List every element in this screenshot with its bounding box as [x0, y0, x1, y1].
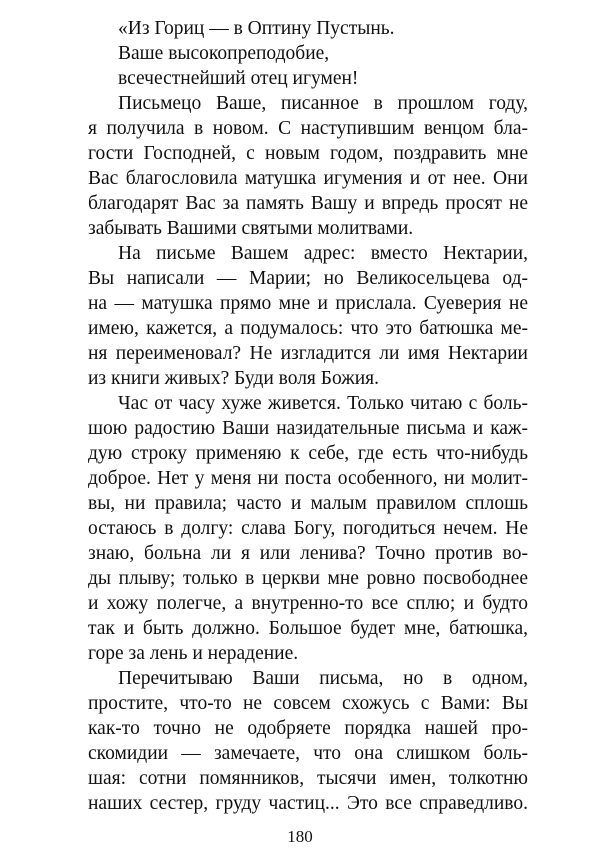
text-line: как-то точно не одобряете порядка нашей про-	[88, 718, 528, 739]
text-line: «Из Гориц — в Оптину Пустынь.	[118, 18, 395, 39]
text-line: на — матушка прямо мне и прислала. Суеверия не	[88, 293, 528, 314]
text-line: Вы написали — Марии; но Великосельцева од-	[88, 268, 528, 289]
text-line: имею, кажется, а подумалось: что это батюшка ме-	[88, 318, 528, 339]
text-line: шою радостию Ваши назидательные письма и каж-	[88, 418, 528, 439]
text-line: и хожу полегче, а внутренно-то все сплю; и будто	[88, 593, 528, 614]
text-line: Ваше высокопреподобие,	[118, 43, 330, 64]
text-line: ня переименовал? Не изгладится ли имя Нектарии	[88, 343, 528, 364]
text-line: знаю, больна ли я или ленива? Точно против во-	[88, 543, 528, 564]
text-line: всечестнейший отец игумен!	[118, 68, 359, 89]
text-line: скомидии — замечаете, что она слишком боль-	[88, 743, 528, 764]
page-number: 180	[287, 827, 313, 846]
text-line: я получила в новом. С наступившим венцом бла-	[88, 118, 528, 139]
text-line: вы, ни правила; часто и малым правилом сплошь	[88, 493, 528, 514]
text-line: Вас благословила матушка игумения и от нее. Они	[88, 168, 528, 189]
text-line: наших сестер, груду частиц... Это все справедливо.	[88, 793, 528, 814]
text-line: Час от часу хуже живется. Только читаю с боль-	[118, 393, 528, 414]
text-line: доброе. Нет у меня ни поста особенного, ни молит-	[88, 468, 528, 489]
text-line: шая: сотни помянников, тысячи имен, толкотню	[88, 768, 528, 789]
text-line: На письме Вашем адрес: вместо Нектарии,	[118, 243, 528, 264]
text-line: из книги живых? Буди воля Божия.	[88, 368, 379, 389]
text-line: благодарят Вас за память Вашу и впредь просят не	[88, 193, 528, 214]
text-line: так и быть должно. Большое будет мне, батюшка,	[88, 618, 528, 639]
text-line: Письмецо Ваше, писанное в прошлом году,	[118, 93, 528, 114]
text-line: остаюсь в долгу: слава Богу, погодиться нечем. Не	[88, 518, 528, 539]
text-line: дую строку применяю к себе, где есть что-нибудь	[88, 443, 528, 464]
text-line: Перечитываю Ваши письма, но в одном,	[118, 668, 528, 689]
text-line: горе за лень и нерадение.	[88, 643, 299, 664]
text-line: простите, что-то не совсем схожусь с Вами: Вы	[88, 693, 528, 714]
text-line: гости Господней, с новым годом, поздравить мне	[88, 143, 528, 164]
text-line: ды плыву; только в церкви мне ровно посвободнее	[88, 568, 528, 589]
text-line: забывать Вашими святыми молитвами.	[88, 218, 414, 239]
